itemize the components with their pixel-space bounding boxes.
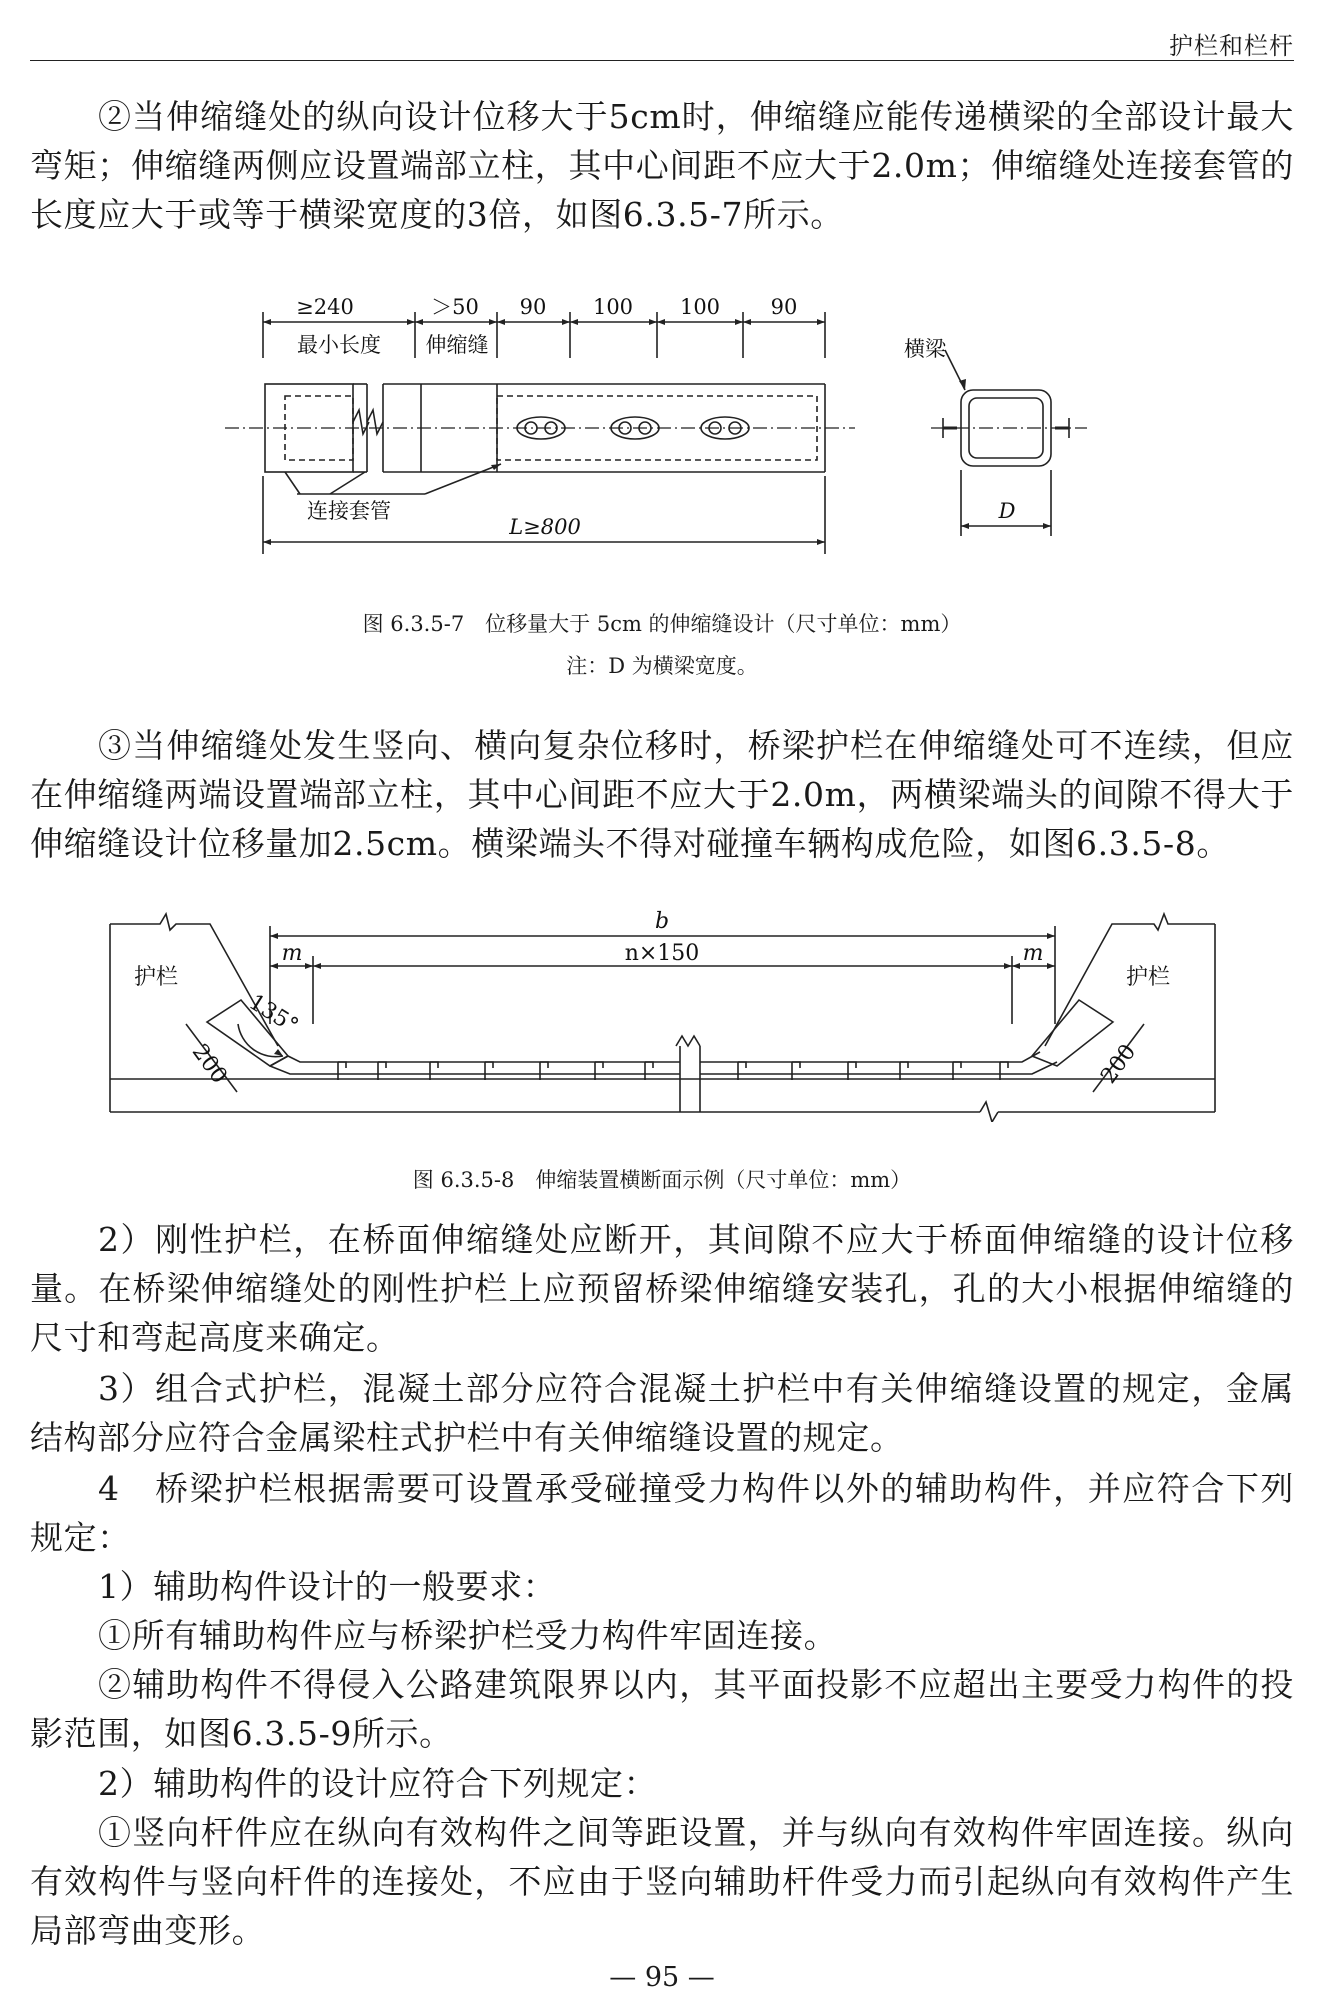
paragraph-expansion-joint-5cm: ②当伸缩缝处的纵向设计位移大于5cm时，伸缩缝应能传递横梁的全部设计最大弯矩；伸缩缝两侧应设置端部立柱，其中心间距不应大于2.0m；伸缩缝处连接套管的长度应大于或等于横梁宽度的3倍，如图6.3.5-7所示。 xyxy=(30,97,1294,234)
label-min-length: 最小长度 xyxy=(297,333,381,357)
label-barrier-left: 护栏 xyxy=(133,965,179,990)
label-width-b: b xyxy=(654,909,670,934)
label-angle: 135° xyxy=(244,989,303,1040)
running-title: 护栏和栏杆 xyxy=(1169,32,1294,60)
dim-100-b: 100 xyxy=(679,295,721,319)
label-joint: 伸缩缝 xyxy=(425,333,489,357)
label-beam: 横梁 xyxy=(904,337,946,361)
figure-6-3-5-7-caption: 图 6.3.5-7 位移量大于 5cm 的伸缩缝设计（尺寸单位：mm） xyxy=(362,612,962,636)
dim-joint: ＞50 xyxy=(431,295,479,319)
paragraph-complex-displacement: ③当伸缩缝处发生竖向、横向复杂位移时，桥梁护栏在伸缩缝处可不连续，但应在伸缩缝两端设置端部立柱，其中心间距不应大于2.0m，两横梁端头的间隙不得大于伸缩缝设计位移量加2.5cm。横梁端头不得对碰撞车辆构成危险，如图6.3.5-8。 xyxy=(30,726,1294,863)
label-200-right: 200 xyxy=(1096,1039,1142,1089)
paragraph-composite-barrier: 3）组合式护栏，混凝土部分应符合混凝土护栏中有关伸缩缝设置的规定，金属结构部分应符合金属梁柱式护栏中有关伸缩缝设置的规定。 xyxy=(30,1369,1294,1457)
dim-min-length: ≥240 xyxy=(296,295,354,319)
page-number: — 95 — xyxy=(609,1962,715,1993)
dim-90-b: 90 xyxy=(770,295,798,319)
label-beam-width: D xyxy=(998,499,1016,523)
figure-6-3-5-8 xyxy=(100,896,1225,1122)
label-stud-spacing: n×150 xyxy=(624,941,700,966)
label-m-right: m xyxy=(1022,941,1044,966)
anchor-studs xyxy=(338,1062,1008,1080)
figure-6-3-5-7 xyxy=(225,286,1125,576)
paragraph-auxiliary-components: 4 桥梁护栏根据需要可设置承受碰撞受力构件以外的辅助构件，并应符合下列规定： xyxy=(30,1469,1294,1557)
paragraph-general-requirements: 1）辅助构件设计的一般要求： xyxy=(98,1567,557,1606)
paragraph-clearance: ②辅助构件不得侵入公路建筑限界以内，其平面投影不应超出主要受力构件的投影范围，如图6.3.5-9所示。 xyxy=(30,1665,1294,1753)
paragraph-firm-connection: ①所有辅助构件应与桥梁护栏受力构件牢固连接。 xyxy=(98,1616,838,1655)
figure-6-3-5-8-caption: 图 6.3.5-8 伸缩装置横断面示例（尺寸单位：mm） xyxy=(412,1168,912,1192)
paragraph-rigid-barrier: 2）刚性护栏，在桥面伸缩缝处应断开，其间隙不应大于桥面伸缩缝的设计位移量。在桥梁伸缩缝处的刚性护栏上应预留桥梁伸缩缝安装孔，孔的大小根据伸缩缝的尺寸和弯起高度来确定。 xyxy=(30,1220,1294,1357)
paragraph-vertical-members: ①竖向杆件应在纵向有效构件之间等距设置，并与纵向有效构件牢固连接。纵向有效构件与竖向杆件的连接处，不应由于竖向辅助杆件受力而引起纵向有效构件产生局部弯曲变形。 xyxy=(30,1813,1294,1950)
page-header xyxy=(30,22,1294,61)
label-m-left: m xyxy=(281,941,303,966)
figure-6-3-5-7-note: 注：D 为横梁宽度。 xyxy=(566,654,758,678)
label-sleeve: 连接套管 xyxy=(307,499,391,523)
dim-100-a: 100 xyxy=(592,295,634,319)
label-total-length: L≥800 xyxy=(509,515,581,539)
label-200-left: 200 xyxy=(186,1039,232,1089)
dim-90-a: 90 xyxy=(519,295,547,319)
label-barrier-right: 护栏 xyxy=(1125,965,1171,990)
paragraph-design-rules: 2）辅助构件的设计应符合下列规定： xyxy=(98,1764,658,1803)
